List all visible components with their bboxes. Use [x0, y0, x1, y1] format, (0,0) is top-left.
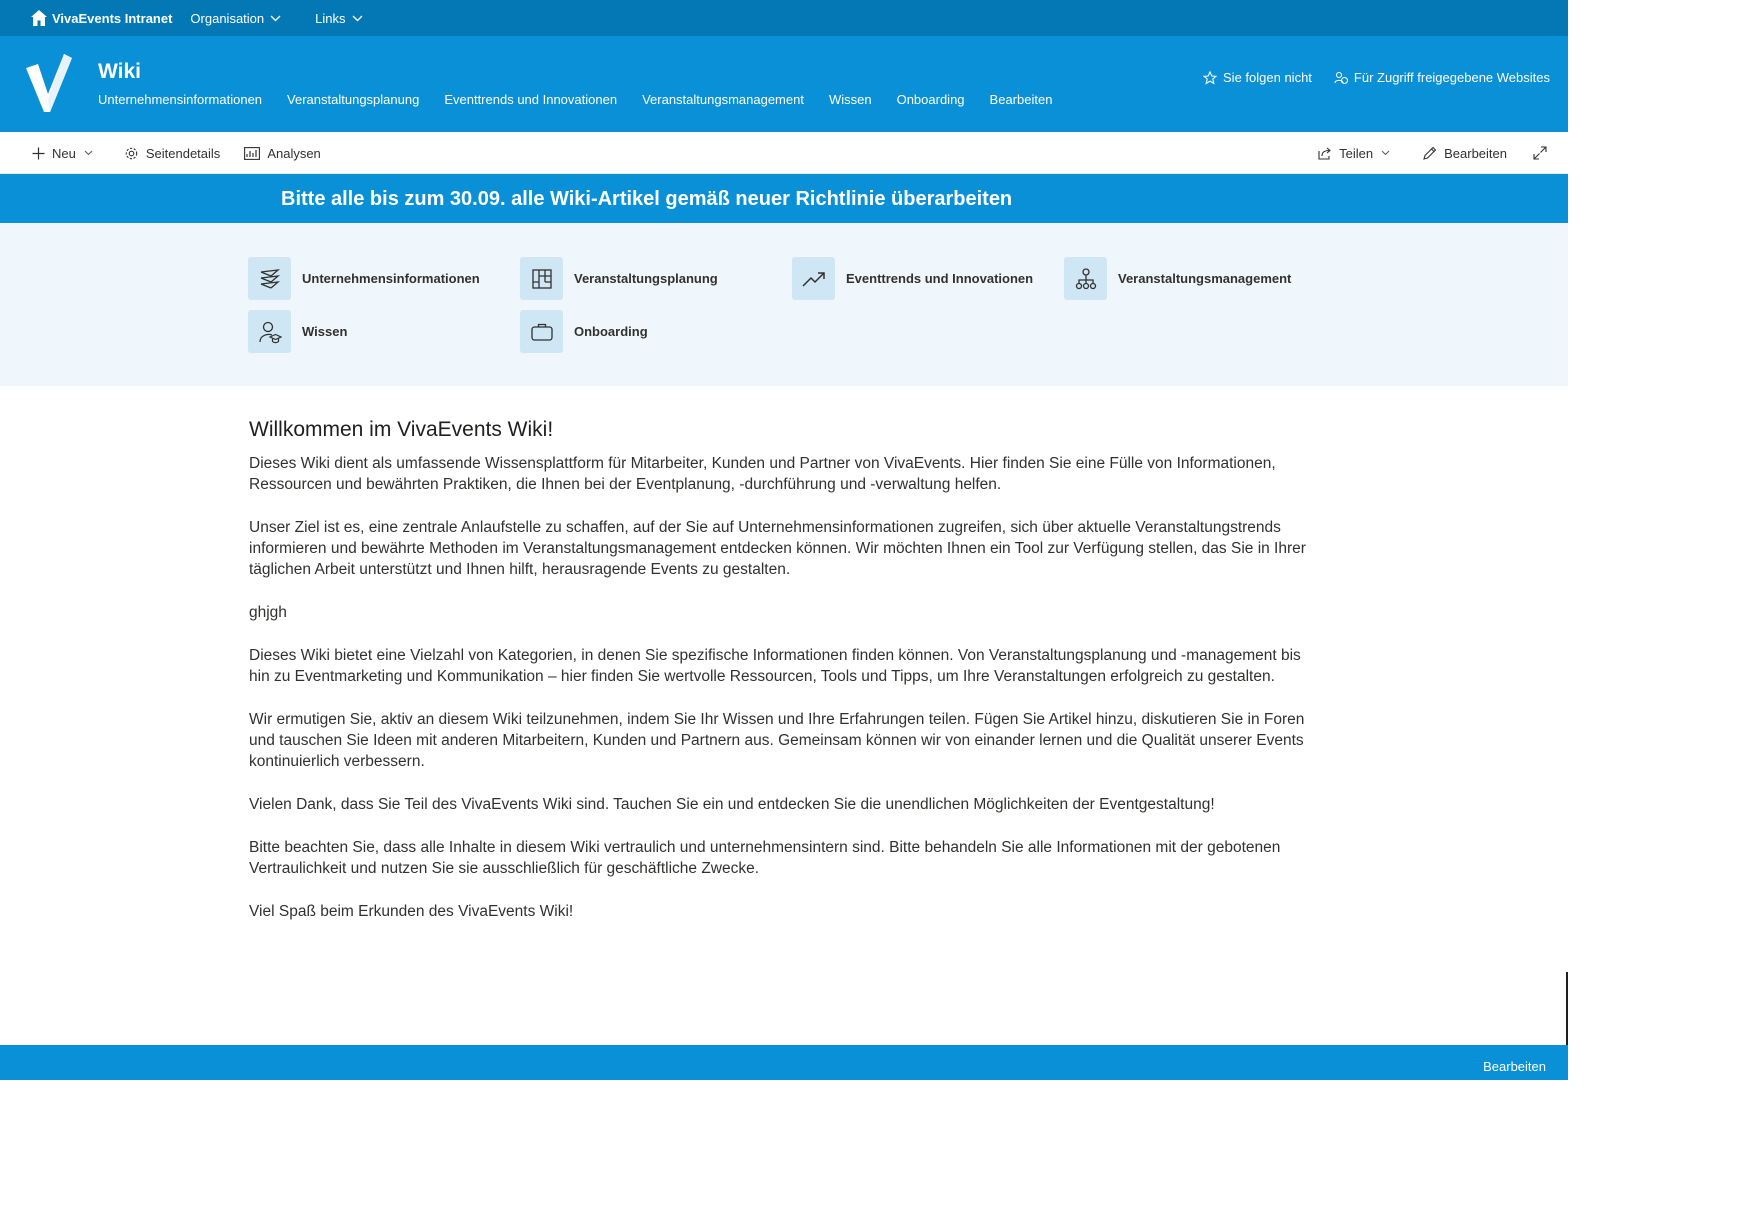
quicklink-label: Veranstaltungsplanung [574, 271, 718, 286]
page-content [249, 418, 1319, 944]
analytics-button[interactable] [244, 146, 320, 161]
banner-text: Bitte alle bis zum 30.09. alle Wiki-Artikel gemäß neuer Richtlinie überarbeiten [281, 188, 1013, 210]
org-chart-icon [1075, 267, 1097, 291]
page-details-button[interactable] [124, 146, 220, 161]
site-navigation [98, 92, 1077, 107]
site-nav-edit[interactable]: Bearbeiten [989, 92, 1053, 107]
content-paragraph: Viel Spaß beim Erkunden des VivaEvents Wiki! [249, 903, 574, 920]
site-footer [0, 1045, 1568, 1080]
hub-nav-label: Organisation [190, 10, 265, 26]
content-heading: Willkommen im VivaEvents Wiki! [249, 418, 554, 441]
quicklink-veranstaltungsmanagement[interactable] [1064, 257, 1291, 300]
chevron-down-icon [270, 15, 281, 22]
site-logo[interactable] [26, 54, 76, 112]
info-stack-icon [258, 268, 282, 290]
hub-title: VivaEvents Intranet [52, 10, 173, 26]
hub-home-link[interactable] [30, 9, 172, 27]
site-nav-unternehmensinformationen[interactable]: Unternehmensinformationen [98, 92, 263, 107]
quicklink-label: Wissen [302, 324, 348, 339]
edit-label: Bearbeiten [1444, 145, 1507, 161]
announcement-banner [0, 174, 1568, 223]
analytics-label: Analysen [267, 145, 321, 161]
plus-icon [32, 147, 45, 160]
quicklink-label: Unternehmensinformationen [302, 271, 480, 286]
scrollbar-edge[interactable] [1566, 972, 1568, 1046]
share-icon [1318, 147, 1332, 160]
quicklink-wissen[interactable] [248, 310, 347, 353]
pencil-icon [1423, 146, 1437, 160]
hub-nav-label: Links [315, 10, 346, 26]
content-paragraph: Vielen Dank, dass Sie Teil des VivaEvents Wiki sind. Tauchen Sie ein und entdecken Sie die unendlichen Möglichkeiten der Eventgestaltung! [249, 796, 1215, 813]
content-paragraph: Dieses Wiki dient als umfassende Wissensplattform für Mitarbeiter, Kunden und Partner von VivaEvents. Hier finden Sie eine Fülle von Informationen, Ressourcen und bewährten Praktiken, die Ihnen bei der Eventplanung, -durchführung und -verwaltung helfen. [249, 455, 1276, 493]
content-paragraph: ghjgh [249, 604, 287, 621]
hub-bar [0, 0, 1568, 36]
quicklink-label: Eventtrends und Innovationen [846, 271, 1034, 286]
site-nav-eventtrends[interactable]: Eventtrends und Innovationen [444, 92, 618, 107]
briefcase-icon [530, 322, 554, 342]
site-nav-onboarding[interactable]: Onboarding [896, 92, 965, 107]
shared-sites-label: Für Zugriff freigegebene Websites [1353, 70, 1550, 85]
site-nav-wissen[interactable]: Wissen [828, 92, 872, 107]
quicklink-eventtrends[interactable] [792, 257, 1033, 300]
new-label: Neu [52, 145, 76, 161]
chevron-down-icon [1381, 150, 1390, 156]
follow-label: Sie folgen nicht [1223, 70, 1312, 85]
chevron-down-icon [84, 150, 93, 156]
gear-icon [124, 146, 139, 161]
analytics-icon [244, 147, 260, 160]
quicklink-unternehmensinformationen[interactable] [248, 257, 480, 300]
new-button[interactable] [32, 146, 100, 161]
content-paragraph: Wir ermutigen Sie, aktiv an diesem Wiki teilzunehmen, indem Sie Ihr Wissen und Ihre Erfahrungen teilen. Fügen Sie Artikel hinzu, diskutieren Sie in Foren und tauschen Sie Ideen mit anderen Mitarbeitern, Kunden und Partnern aus. Gemeinsam können wir von einander lernen und die Qualität unserer Events kontinuierlich verbessern. [249, 711, 1305, 770]
quick-links [0, 223, 1568, 386]
content-paragraph: Unser Ziel ist es, eine zentrale Anlaufstelle zu schaffen, auf der Sie auf Unternehmensinformationen zugreifen, sich über aktuelle Veranstaltungstrends informieren und bewährte Methoden im Veranstaltungsmanagement entdecken können. Wir möchten Ihnen ein Tool zur Verfügung stellen, das Sie in Ihrer täglichen Arbeit unterstützt und Ihnen hilft, herausragende Events zu gestalten. [249, 519, 1306, 578]
page-details-label: Seitendetails [145, 145, 221, 161]
expand-button[interactable] [1533, 146, 1554, 160]
share-label: Teilen [1339, 145, 1374, 161]
edit-button[interactable] [1423, 146, 1507, 161]
site-nav-veranstaltungsmanagement[interactable]: Veranstaltungsmanagement [642, 92, 804, 107]
content-paragraph: Bitte beachten Sie, dass alle Inhalte in diesem Wiki vertraulich und unternehmensintern sind. Bitte behandeln Sie alle Informationen mit der gebotenen Vertraulichkeit und nutzen Sie sie ausschließlich für geschäftliche Zwecke. [249, 839, 1281, 877]
footer-edit-link[interactable]: Bearbeiten [1483, 1059, 1546, 1074]
learner-icon [258, 320, 282, 344]
hub-nav-organisation[interactable] [190, 11, 281, 26]
quicklink-label: Veranstaltungsmanagement [1118, 271, 1292, 286]
content-paragraph: Dieses Wiki bietet eine Vielzahl von Kategorien, in denen Sie spezifische Informationen finden können. Von Veranstaltungsplanung und -management bis hin zu Eventmarketing und Kommunikation – hier finden Sie wertvolle Ressourcen, Tools und Tipps, um Ihre Veranstaltungen erfolgreich zu gestalten. [249, 647, 1301, 685]
follow-button[interactable] [1203, 70, 1312, 85]
share-button[interactable] [1318, 146, 1397, 161]
trend-up-icon [802, 270, 826, 288]
people-share-icon [1334, 71, 1348, 85]
expand-icon [1533, 146, 1547, 160]
site-title[interactable]: Wiki [98, 60, 141, 83]
home-icon [30, 9, 48, 27]
board-icon [531, 268, 553, 290]
shared-sites-button[interactable] [1334, 70, 1550, 85]
quicklink-veranstaltungsplanung[interactable] [520, 257, 718, 300]
chevron-down-icon [352, 15, 363, 22]
site-header [0, 36, 1568, 132]
command-bar [0, 132, 1568, 174]
quicklink-label: Onboarding [574, 324, 648, 339]
hub-nav-links[interactable] [315, 11, 362, 26]
star-icon [1203, 71, 1217, 85]
site-nav-veranstaltungsplanung[interactable]: Veranstaltungsplanung [287, 92, 420, 107]
quicklink-onboarding[interactable] [520, 310, 648, 353]
